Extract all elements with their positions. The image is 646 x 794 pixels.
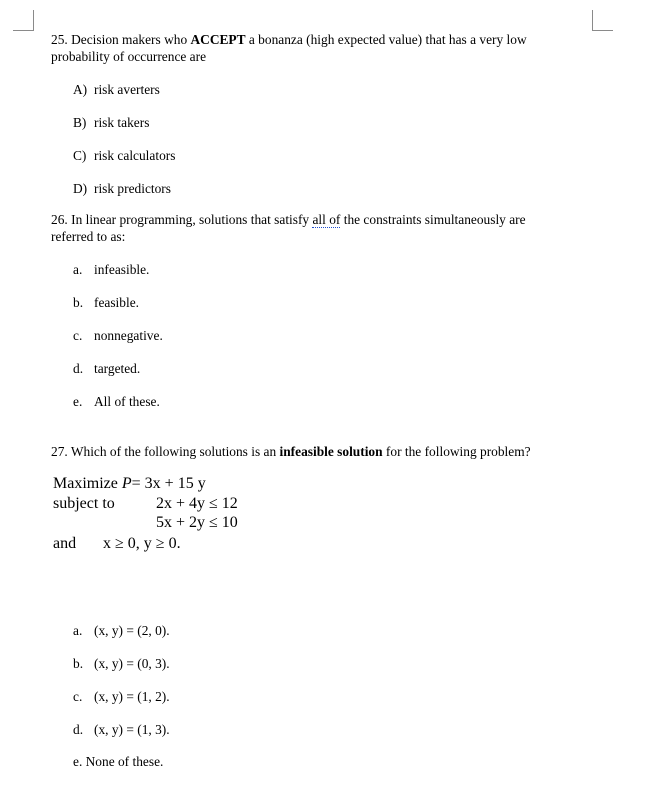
- option-text: risk predictors: [94, 181, 171, 196]
- q27-text-line1: [51, 443, 531, 460]
- q25-number: 25.: [51, 32, 68, 47]
- margin-corner-top-left: [13, 10, 34, 31]
- option-label: c.: [73, 689, 83, 704]
- option-text: (x, y) = (2, 0).: [94, 623, 170, 638]
- option-label: e.: [73, 394, 83, 409]
- option-text: nonnegative.: [94, 328, 163, 343]
- option-label: a.: [73, 623, 83, 638]
- option-label: B): [73, 115, 87, 130]
- option-label: b.: [73, 656, 84, 671]
- maximize-label: Maximize: [53, 475, 118, 492]
- lp-objective: [53, 474, 206, 494]
- option-text: feasible.: [94, 295, 139, 310]
- option-label: c.: [73, 328, 83, 343]
- q27-text-bold: infeasible solution: [279, 444, 383, 459]
- and-label: and: [53, 535, 77, 552]
- option-text: risk averters: [94, 82, 160, 97]
- option-text: risk takers: [94, 115, 150, 130]
- margin-corner-top-right: [592, 10, 613, 31]
- q26-grammar-mark[interactable]: all of: [312, 212, 341, 227]
- option-text: infeasible.: [94, 262, 150, 277]
- q27-text-pre: Which of the following solutions is an: [70, 444, 280, 459]
- option-label: a.: [73, 262, 83, 277]
- option-label: d.: [73, 722, 84, 737]
- subject-to-label: subject to: [53, 495, 115, 512]
- option-label: A): [73, 82, 88, 97]
- q27-option-e: e. None of these.: [73, 754, 164, 769]
- option-text: (x, y) = (0, 3).: [94, 656, 170, 671]
- objective-expression: = 3x + 15 y: [131, 475, 206, 492]
- q26-text-line2: referred to as:: [51, 229, 126, 244]
- option-text: risk calculators: [94, 148, 176, 163]
- q27-number: 27.: [51, 444, 68, 459]
- q26-number: 26.: [51, 212, 68, 227]
- option-text: All of these.: [94, 394, 160, 409]
- q25-text-pre: Decision makers who: [71, 32, 191, 47]
- q27-text-post: for the following problem?: [382, 444, 531, 459]
- q25-text-line2: probability of occurrence are: [51, 49, 207, 64]
- option-text: targeted.: [94, 361, 141, 376]
- constraint-2: 5x + 2y ≤ 10: [156, 514, 238, 531]
- q25-text-post: a bonanza (high expected value) that has a very low: [245, 32, 527, 47]
- q25-text-bold: ACCEPT: [190, 32, 246, 47]
- option-label: D): [73, 181, 88, 196]
- q26-text-post: the constraints simultaneously are: [340, 212, 526, 227]
- option-label: C): [73, 148, 87, 163]
- option-text: (x, y) = (1, 2).: [94, 689, 170, 704]
- nonnegativity-constraint: x ≥ 0, y ≥ 0.: [103, 535, 181, 552]
- option-text: (x, y) = (1, 3).: [94, 722, 170, 737]
- objective-variable: P: [121, 475, 132, 492]
- q26-text-line1: [51, 211, 526, 228]
- q25-text-line1: [51, 31, 527, 48]
- q26-text-pre: In linear programming, solutions that satisfy: [71, 212, 313, 227]
- option-label: d.: [73, 361, 84, 376]
- constraint-1: 2x + 4y ≤ 12: [156, 495, 238, 512]
- option-label: b.: [73, 295, 84, 310]
